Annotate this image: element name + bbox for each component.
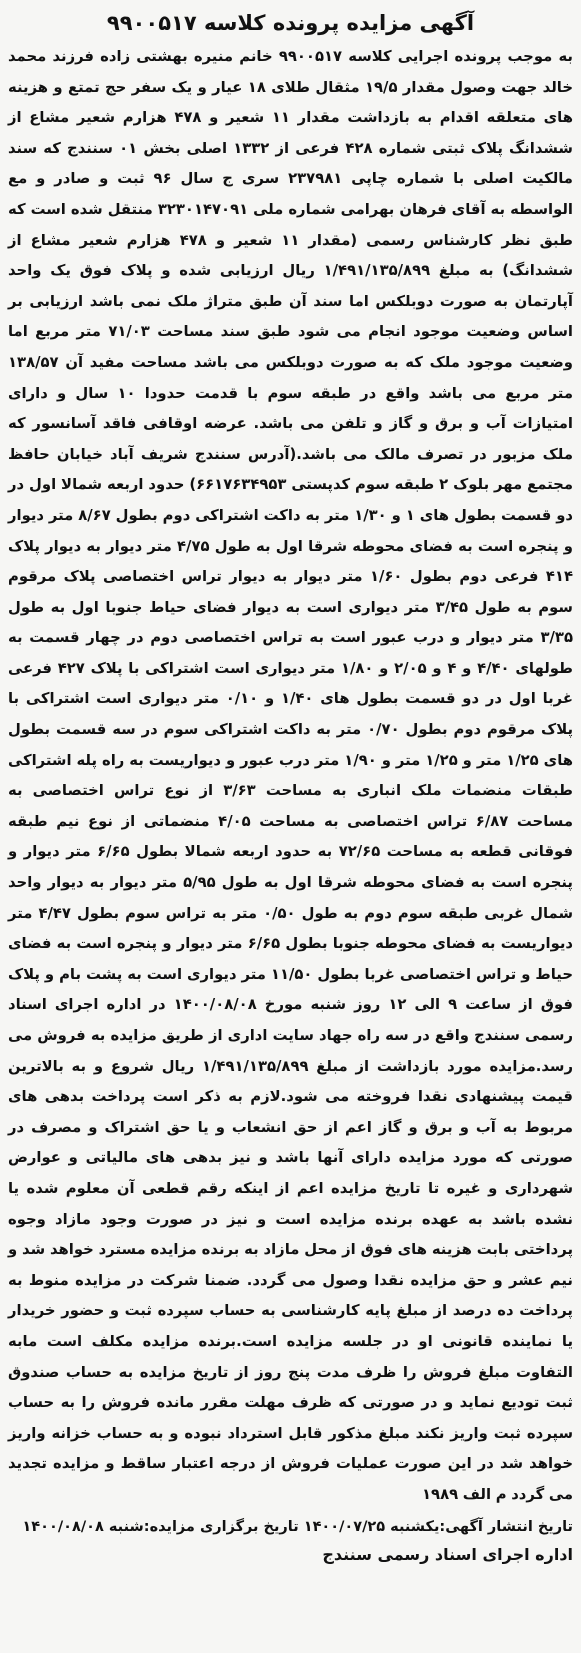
issuing-office-signature: اداره اجرای اسناد رسمی سنندج (322, 1544, 573, 1564)
notice-title: آگهی مزایده پرونده کلاسه ۹۹۰۰۵۱۷ (106, 11, 475, 35)
notice-body: به موجب پرونده اجرایی کلاسه ۹۹۰۰۵۱۷ خانم منیره بهشتی زاده فرزند محمد خالد جهت وصول مقدار ۱۹/۵ مثقال طلای ۱۸ عیار و یک سفر حج تمتع و هزینه های متعلقه اقدام به بازداشت مقدار ۱۱ شعیر و ۴۷۸ هزارم شعیر مشاع از ششدانگ پلاک ثبتی شماره ۴۲۸ فرعی از ۱۳۳۲ اصلی بخش ۰۱ سنندج که سند مالکیت اصلی با شماره چاپی ۲۳۷۹۸۱ سری ج سال ۹۶ ثبت و صادر و مع الواسطه به آقای فرهان بهرامی شماره ملی ۳۲۳۰۱۴۷۰۹۱ منتقل شده است که طبق نظر کارشناس رسمی (مقدار ۱۱ شعیر و ۴۷۸ هزارم شعیر مشاع از ششدانگ) به مبلغ ۱/۴۹۱/۱۳۵/۸۹۹ ریال ارزیابی شده و پلاک فوق یک واحد آپارتمان به صورت دوبلکس اما سند آن طبق متراژ ملک نمی باشد ارزیابی بر اساس وضعیت موجود انجام می شود طبق سند مساحت ۷۱/۰۳ متر مربع اما وضعیت موجود ملک که به صورت دوبلکس می باشد مساحت مفید آن ۱۳۸/۵۷ متر مربع می باشد واقع در طبقه سوم با قدمت حدودا ۱۰ سال و دارای امتیازات آب و برق و گاز و تلفن می باشد. عرضه اوقافی فاقد آسانسور که ملک مزبور در تصرف مالک می باشد.(آدرس سنندج شریف آباد خیابان حافظ مجتمع مهر بلوک ۲ طبقه سوم کدپستی ۶۶۱۷۶۳۴۹۵۳) حدود اربعه شمالا اول در دو قسمت بطول های ۱ و ۱/۳۰ متر به داکت اشتراکی دوم بطول ۸/۶۷ متر دیوار و پنجره است به فضای محوطه شرقا اول به طول ۴/۷۵ متر دیوار به دیوار پلاک ۴۱۴ فرعی دوم بطول ۱/۶۰ متر دیوار به دیوار تراس اختصاصی پلاک مرقوم سوم به طول ۳/۴۵ متر دیواری است به دیوار فضای حیاط جنوبا اول به طول ۳/۳۵ متر دیوار و درب عبور است به تراس اختصاصی دوم در چهار قسمت به طولهای ۴/۴۰ و ۴ و ۲/۰۵ و ۱/۸۰ متر دیواری است اشتراکی با پلاک ۴۲۷ فرعی غربا اول در دو قسمت بطول های ۱/۴۰ و ۰/۱۰ متر دیواری است اشتراکی با پلاک مرقوم دوم بطول ۰/۷۰ متر به داکت اشتراکی سوم در سه قسمت بطول های ۱/۲۵ متر و ۱/۲۵ متر و ۱/۹۰ متر درب عبور و دیواریست به راه پله اشتراکی طبقات منضمات ملک انباری به مساحت ۳/۶۳ از نوع تراس اختصاصی به مساحت ۶/۸۷ تراس اختصاصی به مساحت ۴/۰۵ منضماتی از نوع نیم طبقه فوقانی قطعه به مساحت ۷۲/۶۵ به حدود اربعه شمالا بطول ۶/۶۵ متر دیوار و پنجره است به فضای محوطه شرقا اول به طول ۵/۹۵ متر دیوار به دیوار واحد شمال غربی طبقه سوم دوم به طول ۰/۵۰ متر به تراس سوم بطول ۴/۴۷ متر دیواریست به فضای محوطه جنوبا بطول ۶/۶۵ متر دیوار و پنجره است به فضای حیاط و تراس اختصاصی غربا بطول ۱۱/۵۰ متر دیواری است به پشت بام و پلاک فوق از ساعت ۹ الی ۱۲ روز شنبه مورخ ۱۴۰۰/۰۸/۰۸ در اداره اجرای اسناد رسمی سنندج واقع در سه راه جهاد سایت اداری از طریق مزایده به فروش می رسد.مزایده مورد بازداشت از مبلغ ۱/۴۹۱/۱۳۵/۸۹۹ ریال شروع و به بالاترین قیمت پیشنهادی نقدا فروخته می شود.لازم به ذکر است پرداخت بدهی های مربوط به آب و برق و گاز اعم از حق انشعاب و یا حق اشتراک و مصرف در صورتی که مورد مزایده دارای آنها باشد و نیز بدهی های مالیاتی و عوارض شهرداری و غیره تا تاریخ مزایده اعم از اینکه رقم قطعی آن معلوم شده یا نشده باشد به عهده برنده مزایده است و نیز در صورت وجود مازاد وجوه پرداختی بابت هزینه های فوق از محل مازاد به برنده مزایده مسترد خواهد شد و نیم عشر و حق مزایده نقدا وصول می گردد. ضمنا شرکت در مزایده منوط به پرداخت ده درصد از مبلغ پایه کارشناسی به حساب سپرده ثبت و حضور خریدار یا نماینده قانونی او در جلسه مزایده است.برنده مزایده مکلف است مابه التفاوت مبلغ فروش را ظرف مدت پنج روز از تاریخ مزایده به حساب صندوق ثبت تودیع نماید و در صورتی که ظرف مهلت مقرر مانده فروش را به حساب سپرده ثبت واریز نکند مبلغ مذکور قابل استرداد نبوده و به حساب خزانه واریز خواهد شد در این صورت عملیات فروش از درجه اعتبار ساقط و مزایده تجدید می گردد م الف ۱۹۸۹ (8, 48, 574, 1503)
publication-dates: تاریخ انتشار آگهی:یکشنبه ۱۴۰۰/۰۷/۲۵ تاریخ برگزاری مزایده:شنبه ۱۴۰۰/۰۸/۰۸ (22, 1518, 573, 1535)
